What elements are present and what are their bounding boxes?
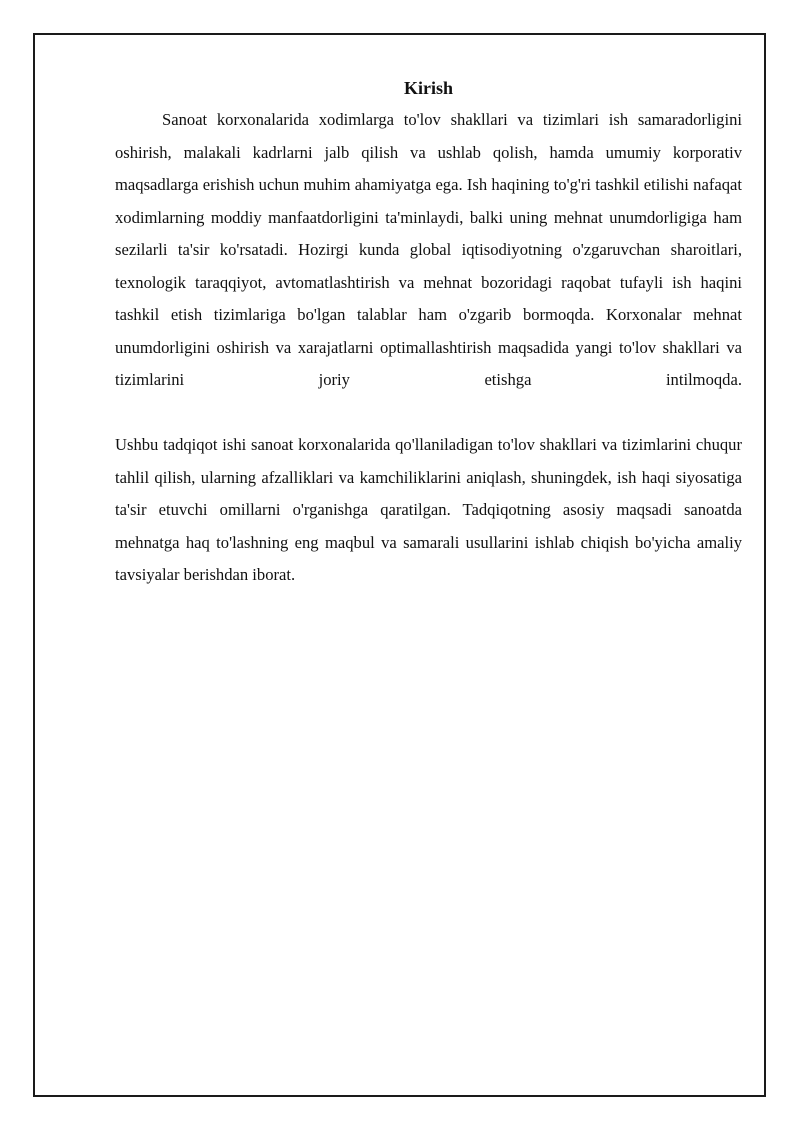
document-title: Kirish [403, 78, 453, 98]
paragraph-research-goal: Ushbu tadqiqot ishi sanoat korxonalarida qo'llaniladigan to'lov shakllari va tizimlarini chuqur tahlil qilish, ularning afzalliklari va kamchiliklarini aniqlash, shuningdek, ish haqi siyosatiga ta'sir etuvchi omillarni o'rganishga qaratilgan. Tadqiqotning asosiy maqsadi sanoatda mehnatga haq to'lashning eng maqbul va samarali usullarini ishlab chiqish bo'yicha amaliy tavsiyalar berishdan iborat. [115, 435, 742, 584]
paragraph-introduction: Sanoat korxonalarida xodimlarga to'lov shakllari va tizimlari ish samaradorligini oshirish, malakali kadrlarni jalb qilish va ushlab qolish, hamda umumiy korporativ maqsadlarga erishish uchun muhim ahamiyatga ega. Ish haqining to'g'ri tashkil etilishi nafaqat xodimlarning moddiy manfaatdorligini ta'minlaydi, balki uning mehnat unumdorligiga ham sezilarli ta'sir ko'rsatadi. Hozirgi kunda global iqtisodiyotning o'zgaruvchan sharoitlari, texnologik taraqqiyot, avtomatlashtirish va mehnat bozoridagi raqobat tufayli ish haqini tashkil etish tizimlariga bo'lgan talablar ham o'zgarib bormoqda. Korxonalar mehnat unumdorligini oshirish va xarajatlarni optimallashtirish maqsadida yangi to'lov shakllari va tizimlarini joriy etishga intilmoqda. [115, 110, 742, 389]
document-body [115, 76, 742, 592]
